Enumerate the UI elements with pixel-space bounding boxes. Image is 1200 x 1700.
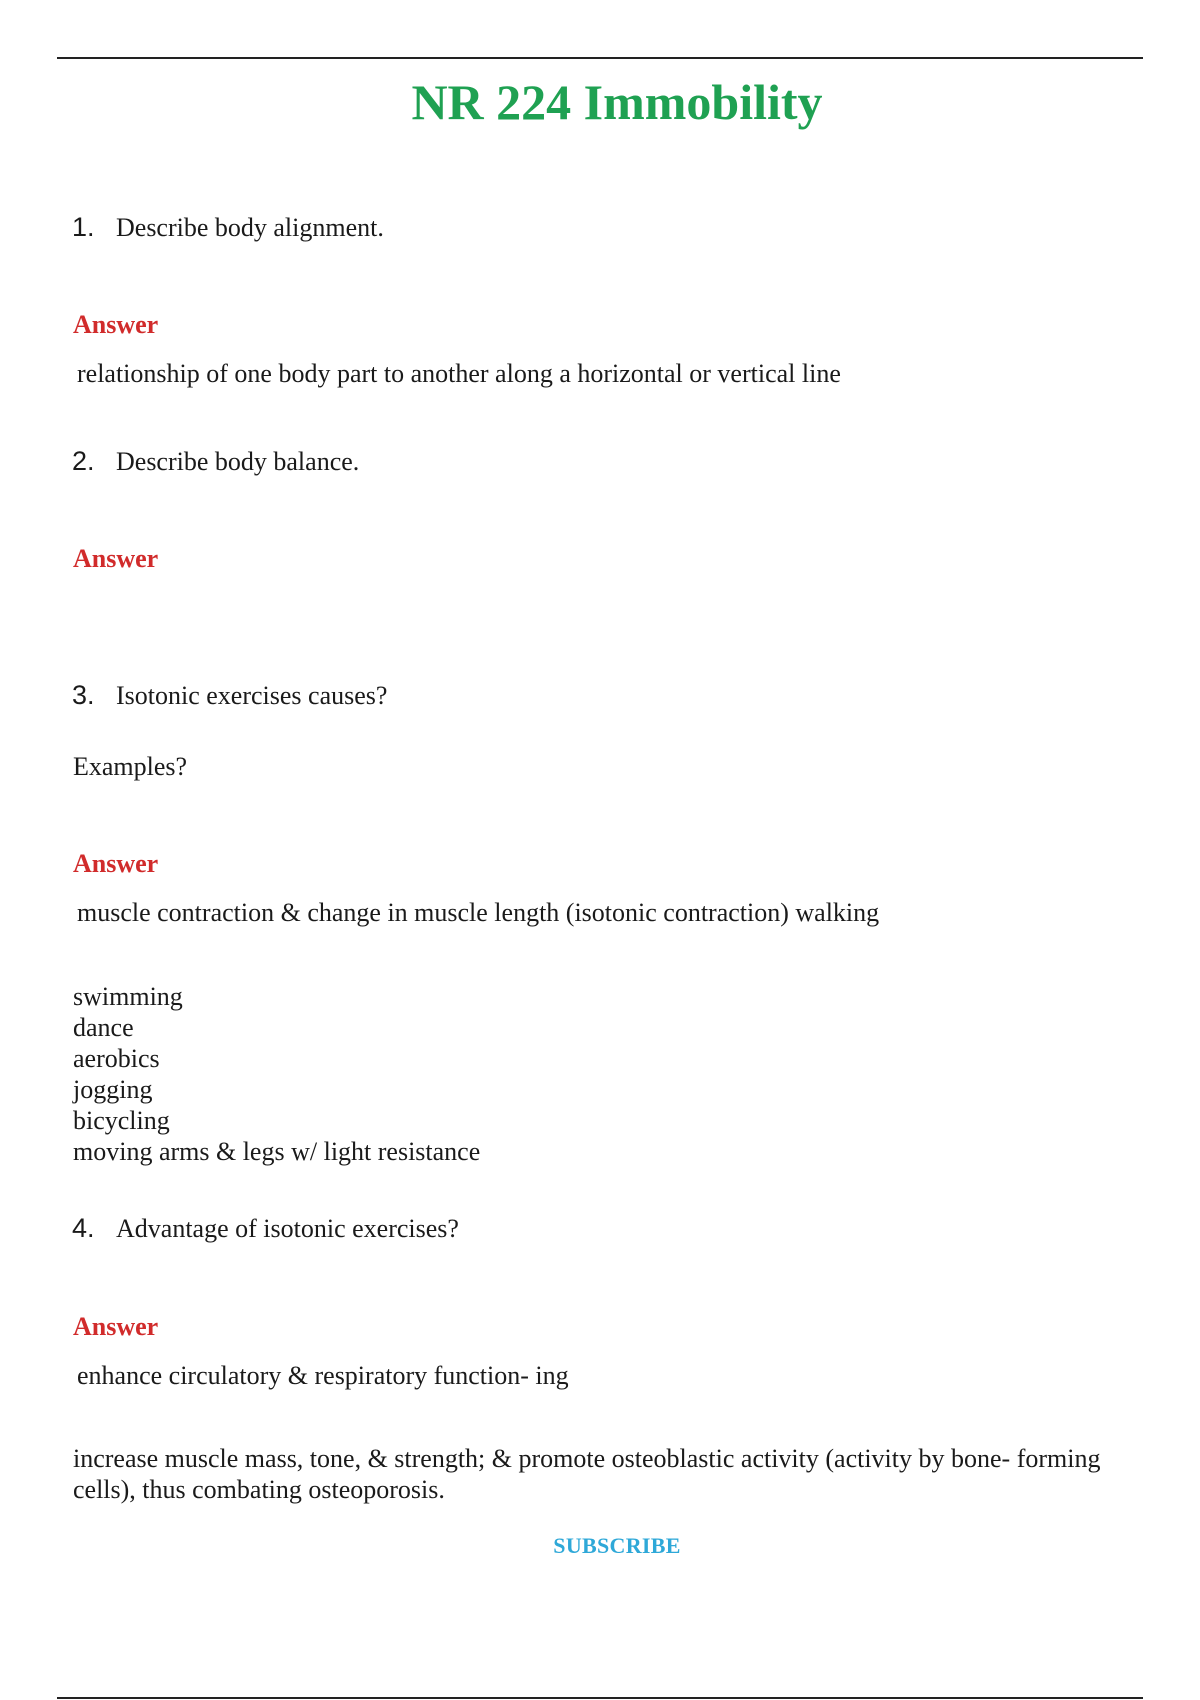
answer-paragraph: increase muscle mass, tone, & strength; & promote osteoblastic activity (activity by bone- forming cells), thus combating osteoporosis.: [73, 1444, 1101, 1504]
list-item: aerobics: [73, 1044, 160, 1073]
answer-label: Answer: [73, 310, 159, 339]
answer-text: enhance circulatory & respiratory function- ing: [77, 1361, 569, 1390]
question-subtext: Examples?: [73, 752, 188, 781]
question-number: 4.: [72, 1213, 95, 1243]
list-item: jogging: [73, 1075, 153, 1104]
question-4: [72, 1212, 459, 1244]
bottom-divider: [57, 1697, 1143, 1699]
answer-label: Answer: [73, 849, 159, 878]
question-3: [72, 679, 387, 711]
question-text: Advantage of isotonic exercises?: [116, 1214, 459, 1243]
answer-text: muscle contraction & change in muscle length (isotonic contraction) walking: [77, 898, 880, 927]
list-item: bicycling: [73, 1106, 170, 1135]
question-number: 1.: [72, 212, 95, 242]
answer-text: relationship of one body part to another along a horizontal or vertical line: [77, 359, 841, 388]
question-text: Isotonic exercises causes?: [116, 681, 388, 710]
subscribe-link[interactable]: SUBSCRIBE: [553, 1533, 681, 1558]
page-title: NR 224 Immobility: [411, 74, 823, 130]
list-item: swimming: [73, 982, 183, 1011]
question-text: Describe body alignment.: [116, 213, 384, 242]
answer-label: Answer: [73, 544, 159, 573]
question-text: Describe body balance.: [116, 447, 360, 476]
question-1: [72, 211, 384, 243]
question-number: 2.: [72, 446, 95, 476]
examples-list: [73, 981, 480, 1167]
question-number: 3.: [72, 680, 95, 710]
question-2: [72, 445, 359, 477]
list-item: moving arms & legs w/ light resistance: [73, 1137, 481, 1166]
answer-label: Answer: [73, 1312, 159, 1341]
list-item: dance: [73, 1013, 134, 1042]
top-divider: [57, 57, 1143, 59]
